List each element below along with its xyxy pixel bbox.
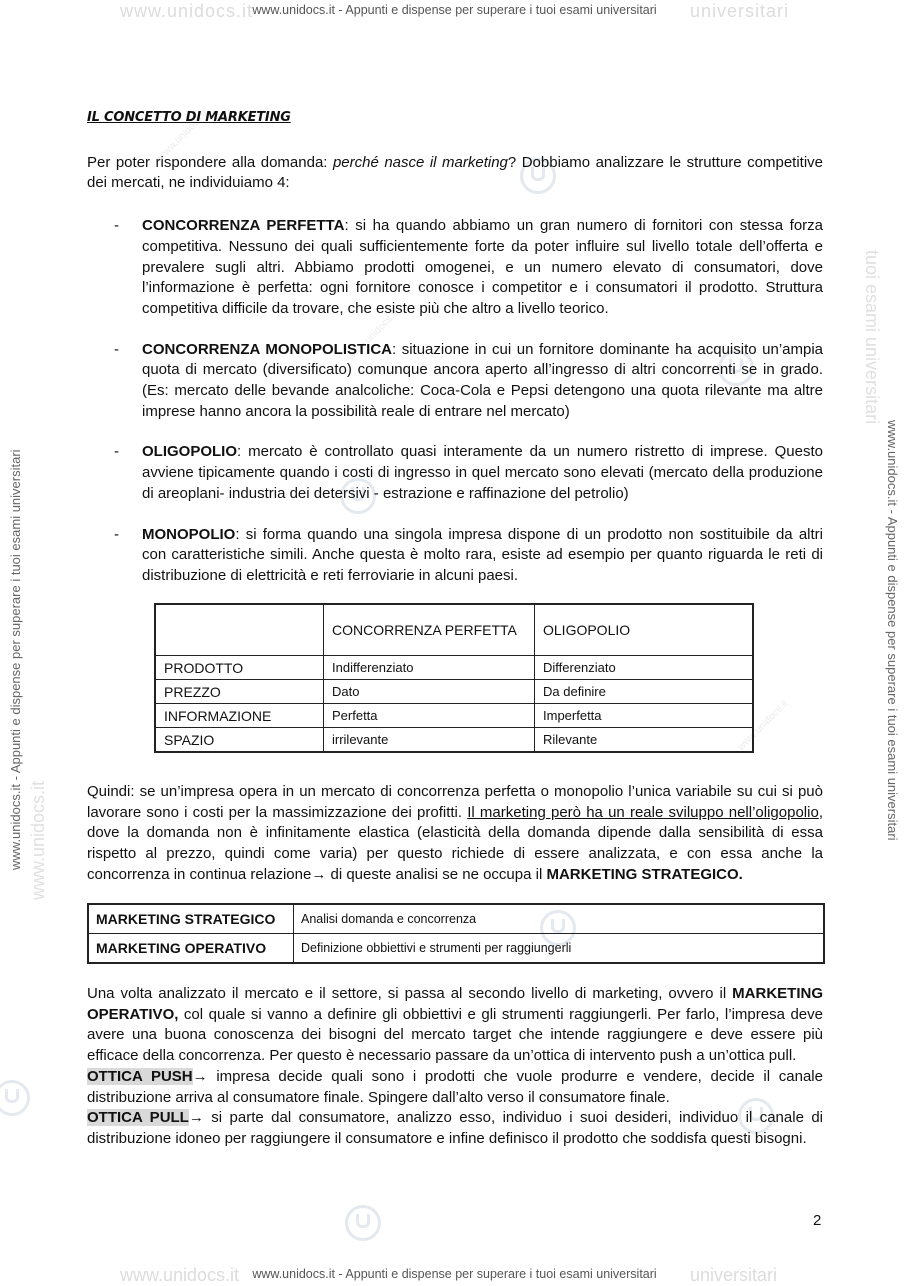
list-item: - CONCORRENZA PERFETTA: si ha quando abbiamo un gran numero di fornitori con stessa forza competitiva. Nessuno dei quali sufficientemente forte da poter influire sul livello totale dell’offerta e prevalere sugli altri. Abbiamo prodotti omogenei, e un numero elevato di consumatori, dove l’informazione è perfetta: ogni fornitore conosce i competitor e i consumatori il prodotto. Struttura competitiva difficile da trovare, che esiste più che altro a livello teorico. xyxy=(114,217,824,317)
table-header-row xyxy=(155,604,753,656)
arrow-right-icon: → xyxy=(188,1109,204,1127)
table-header-cell: CONCORRENZA PERFETTA xyxy=(324,604,535,656)
table-row xyxy=(155,656,753,680)
pull-paragraph: OTTICA PULL→ si parte dal consumatore, analizzo esso, individuo i suoi desideri, individuo il canale di distribuzione idoneo per raggiungere il consumatore e infine definisco il prodotto che soddisfa questi bisogni. xyxy=(87,1109,823,1147)
table-cell: irrilevante xyxy=(324,728,535,753)
logo-watermark-icon xyxy=(0,1080,30,1116)
table-row xyxy=(155,680,753,704)
footer-watermark: www.unidocs.it - Appunti e dispense per superare i tuoi esami universitari xyxy=(252,1267,657,1281)
side-watermark-left: www.unidocs.it - Appunti e dispense per superare i tuoi esami universitari xyxy=(8,449,23,870)
push-paragraph: OTTICA PUSH→ impresa decide quali sono i prodotti che vuole produrre e vendere, decide il canale distribuzione arriva al consumatore finale. Spingere dall’alto verso il consumatore finale. xyxy=(87,1067,823,1106)
table-cell: PRODOTTO xyxy=(155,656,324,680)
list-item: - MONOPOLIO: si forma quando una singola impresa dispone di un prodotto non sostituibile da altri con caratteristiche simili. Anche questa è molto rara, esiste ad esempio per quanto riguarda le reti di distribuzione di elettricità e reti ferroviarie in alcuni paesi. xyxy=(114,525,823,584)
header-watermark: www.unidocs.it - Appunti e dispense per superare i tuoi esami universitari xyxy=(252,3,657,17)
table-cell: Differenziato xyxy=(535,656,754,680)
table-cell: Dato xyxy=(324,680,535,704)
table-cell: MARKETING OPERATIVO xyxy=(88,934,294,964)
footer-ghost-right: universitari xyxy=(690,1265,778,1285)
table-header-cell: OLIGOPOLIO xyxy=(535,604,754,656)
market-structures-list xyxy=(87,216,823,587)
arrow-right-icon: → xyxy=(192,1067,208,1085)
table-row xyxy=(155,728,753,753)
list-item: - CONCORRENZA MONOPOLISTICA: situazione in cui un fornitore dominante ha acquisito un’ampia quota di mercato (diversificato) comunque ancora aperto all’ingresso di altri concorrenti se in grado. (Es: mercato delle bevande analcoliche: Coca-Cola e Pepsi detengono una quota rilevante ma altre imprese hanno ancora la possibilità reale di entrare nel mercato) xyxy=(114,340,824,420)
list-item: - OLIGOPOLIO: mercato è controllato quasi interamente da un numero ristretto di imprese. Questo avviene tipicamente quando i costi di ingresso in quel mercato sono elevati (mercato della produzione di areoplani- industria dei detersivi - estrazione e raffinazione del petrolio) xyxy=(114,443,823,502)
table-row xyxy=(88,934,824,964)
table-cell: Analisi domanda e concorrenza xyxy=(294,904,825,934)
table-cell: Rilevante xyxy=(535,728,754,753)
table-cell: Perfetta xyxy=(324,704,535,728)
table-row xyxy=(155,704,753,728)
logo-watermark-icon xyxy=(345,1205,381,1241)
arrow-right-icon: → xyxy=(311,865,327,883)
diagonal-watermark: www.unidocs.it xyxy=(735,698,791,753)
header-ghost-right: universitari xyxy=(690,1,790,21)
footer-ghost-left: www.unidocs.it xyxy=(120,1265,240,1285)
table-row xyxy=(88,904,824,934)
table-cell: MARKETING STRATEGICO xyxy=(88,904,294,934)
table-header-cell xyxy=(155,604,324,656)
marketing-table xyxy=(87,903,825,964)
diagonal-watermark: www.unidocs.it xyxy=(345,308,401,363)
diagonal-watermark: www.unidocs.it xyxy=(155,108,211,163)
table-cell: Da definire xyxy=(535,680,754,704)
intro-paragraph: Per poter rispondere alla domanda: perché nasce il marketing? Dobbiamo analizzare le strutture competitive dei mercati, ne individuiamo 4: xyxy=(87,153,824,192)
page-title: IL CONCETTO DI MARKETING xyxy=(87,110,291,125)
side-ghost-left: www.unidocs.it xyxy=(28,780,48,900)
table-cell: Definizione obbiettivi e strumenti per raggiungerli xyxy=(294,934,825,964)
page-number: 2 xyxy=(813,1212,822,1229)
operative-paragraph: Una volta analizzato il mercato e il settore, si passa al secondo livello di marketing, ovvero il MARKETING OPERATIVO, col quale si vanno a definire gli obbiettivi e gli strumenti raggiungerli. Per farlo, l’impresa deve avere una buona conoscenza dei bisogni del mercato target che intende raggiungere e deve essere più efficace della concorrenza. Per questo è necessario passare da un’ottica di intervento push a un’ottica pull. xyxy=(87,985,823,1065)
header-ghost-left: www.unidocs.it xyxy=(120,1,254,21)
table-cell: SPAZIO xyxy=(155,728,324,753)
side-watermark-right: www.unidocs.it - Appunti e dispense per superare i tuoi esami universitari xyxy=(885,420,900,841)
table-cell: Imperfetta xyxy=(535,704,754,728)
main-content xyxy=(87,108,823,587)
analysis-paragraph: Quindi: se un’impresa opera in un mercato di concorrenza perfetta o monopolio l’unica variabile su cui si può lavorare sono i costi per la massimizzazione dei profitti. Il marketing però ha un reale sviluppo nell’oligopolio, dove la domanda non è infinitamente elastica (elasticità della domanda dipende dalla sensibilità di essa rispetto al prezzo, quindi come varia) per questo richiede di essere analizzata, e con essa anche la concorrenza in continua relazione→ di queste analisi se ne occupa il MARKETING STRATEGICO. xyxy=(87,783,823,883)
comparison-table xyxy=(154,603,754,753)
table-cell: PREZZO xyxy=(155,680,324,704)
operative-marketing-section xyxy=(87,984,823,1150)
table-cell: INFORMAZIONE xyxy=(155,704,324,728)
table-cell: Indifferenziato xyxy=(324,656,535,680)
side-ghost-right: tuoi esami universitari xyxy=(862,250,882,425)
